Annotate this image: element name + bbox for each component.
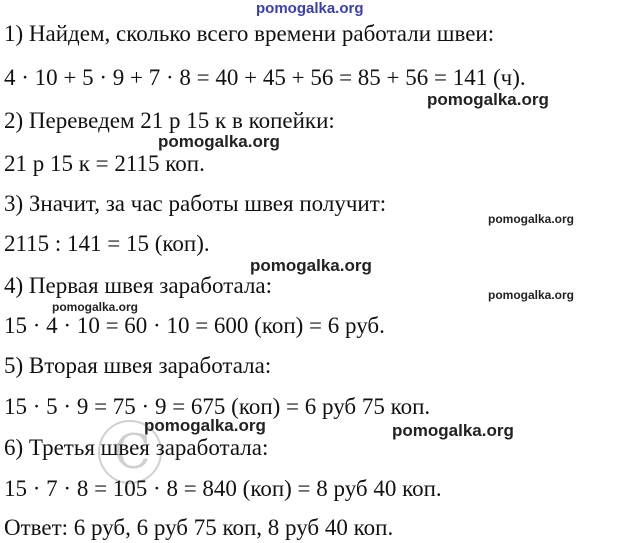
step-3-heading: 3) Значит, за час работы швея получит: xyxy=(4,191,387,216)
step-5-calculation: 15 · 5 · 9 = 75 · 9 = 675 (коп) = 6 руб 75 коп. xyxy=(4,394,431,419)
step-3-calculation: 2115 : 141 = 15 (коп). xyxy=(4,231,210,256)
watermark: pomogalka.org xyxy=(250,256,372,275)
watermark-top: pomogalka.org xyxy=(256,0,364,17)
watermark: pomogalka.org xyxy=(52,300,139,314)
watermark: pomogalka.org xyxy=(158,132,280,151)
watermark: pomogalka.org xyxy=(488,288,575,302)
step-6-heading: 6) Третья швея заработала: xyxy=(4,435,269,460)
step-5-heading: 5) Вторая швея заработала: xyxy=(4,353,272,378)
step-4-heading: 4) Первая швея заработала: xyxy=(4,273,273,298)
step-1-calculation: 4 · 10 + 5 · 9 + 7 · 8 = 40 + 45 + 56 = 85 + 56 = 141 (ч). xyxy=(4,65,526,90)
watermark: pomogalka.org xyxy=(427,90,549,109)
watermark: pomogalka.org xyxy=(392,421,514,440)
watermark: pomogalka.org xyxy=(144,416,266,435)
step-1-heading: 1) Найдем, сколько всего времени работали швеи: xyxy=(4,21,495,46)
step-4-calculation: 15 · 4 · 10 = 60 · 10 = 600 (коп) = 6 руб. xyxy=(4,313,385,338)
watermark: pomogalka.org xyxy=(488,212,575,226)
step-6-calculation: 15 · 7 · 8 = 105 · 8 = 840 (коп) = 8 руб 40 коп. xyxy=(4,476,442,501)
step-2-calculation: 21 р 15 к = 2115 коп. xyxy=(4,151,205,176)
step-2-heading: 2) Переведем 21 р 15 к в копейки: xyxy=(4,108,335,133)
answer-line: Ответ: 6 руб, 6 руб 75 коп, 8 руб 40 коп. xyxy=(4,515,394,540)
